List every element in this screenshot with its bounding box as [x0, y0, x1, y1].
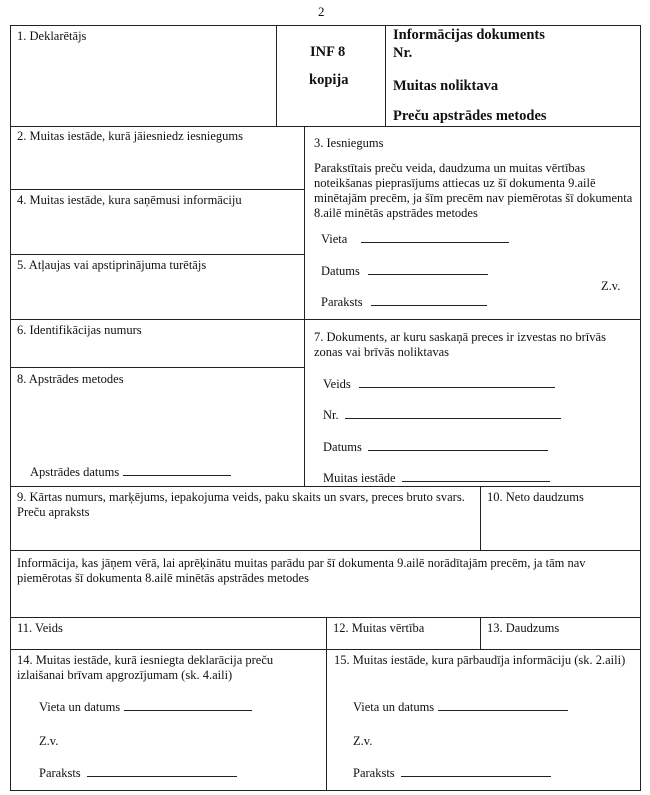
box7-office-row	[323, 471, 550, 486]
box15-stamp: Z.v.	[353, 734, 373, 748]
inf-label: INF 8	[310, 44, 346, 60]
box15-signature-row	[353, 766, 551, 781]
box8-date-row	[30, 465, 231, 480]
page-number: 2	[318, 4, 325, 19]
box14-place-date-row	[39, 700, 252, 715]
box8-date-label: Apstrādes datums	[30, 465, 120, 479]
box7-office-field[interactable]	[402, 480, 550, 482]
methods-label: Preču apstrādes metodes	[393, 108, 547, 124]
box14-stamp: Z.v.	[39, 734, 59, 748]
box7-date-row	[323, 440, 548, 455]
box14-label: 14. Muitas iestāde, kurā iesniegta deklarācija preču izlaišanai brīvam apgrozījumam (sk. 4.aili)	[17, 653, 274, 682]
box3-text: Parakstītais preču veida, daudzuma un muitas vērtības noteikšanas pieprasījums attiecas uz šī dokumenta 9.ailē minētajām precēm, ja šīm precēm nav piemērotas šī dokumenta 8.ailē minētās apstrādes metodes	[314, 161, 633, 220]
doc-nr: Nr.	[393, 45, 413, 61]
box14-signature-row	[39, 766, 237, 781]
box11-label: 11. Veids	[17, 621, 63, 635]
box3-date-label: Datums	[321, 264, 360, 278]
box1-label: 1. Deklarētājs	[17, 29, 87, 43]
copy-label: kopija	[309, 72, 349, 88]
box15-label: 15. Muitas iestāde, kura pārbaudīja informāciju (sk. 2.aili)	[334, 653, 626, 667]
doc-title: Informācijas dokuments	[393, 27, 545, 43]
box15-signature-field[interactable]	[401, 775, 551, 777]
box6-label: 6. Identifikācijas numurs	[17, 323, 142, 337]
box3-date-row	[321, 264, 488, 279]
box15-place-date-label: Vieta un datums	[353, 700, 435, 714]
box5-label: 5. Atļaujas vai apstiprinājuma turētājs	[17, 258, 207, 272]
box15-place-date-row	[353, 700, 568, 715]
box4-label: 4. Muitas iestāde, kura saņēmusi informāciju	[17, 193, 242, 207]
box7-office-label: Muitas iestāde	[323, 471, 396, 485]
box7-nr-field[interactable]	[345, 417, 561, 419]
box10-label: 10. Neto daudzums	[487, 490, 584, 504]
box15-signature-label: Paraksts	[353, 766, 395, 780]
box7-type-label: Veids	[323, 377, 351, 391]
box7-date-field[interactable]	[368, 449, 548, 451]
box3-place-row	[321, 232, 509, 247]
box3-signature-row	[321, 295, 487, 310]
box3-stamp: Z.v.	[601, 279, 621, 293]
box8-label: 8. Apstrādes metodes	[17, 372, 124, 386]
box7-nr-row	[323, 408, 561, 423]
box13-label: 13. Daudzums	[487, 621, 560, 635]
box3-signature-label: Paraksts	[321, 295, 363, 309]
box8-date-field[interactable]	[123, 474, 231, 476]
box3-place-label: Vieta	[321, 232, 348, 246]
box14-place-date-field[interactable]	[124, 709, 252, 711]
box9-label: 9. Kārtas numurs, marķējums, iepakojuma veids, paku skaits un svars, preces bruto svars. Preču apraksts	[17, 490, 465, 519]
box12-label: 12. Muitas vērtība	[333, 621, 425, 635]
box7-nr-label: Nr.	[323, 408, 339, 422]
box3-signature-field[interactable]	[371, 304, 487, 306]
box14-place-date-label: Vieta un datums	[39, 700, 121, 714]
box7-type-row	[323, 377, 555, 392]
box7-label: 7. Dokuments, ar kuru saskaņā preces ir izvestas no brīvās zonas vai brīvās noliktavas	[314, 330, 606, 359]
box3-place-field[interactable]	[361, 241, 509, 243]
box7-type-field[interactable]	[359, 386, 555, 388]
info-row-text: Informācija, kas jāņem vērā, lai aprēķinātu muitas parādu par šī dokumenta 9.ailē norādītajām precēm, ja tām nav piemērotas šī dokumenta 8.ailē minētās apstrādes metodes	[17, 556, 586, 585]
warehouse-label: Muitas noliktava	[393, 78, 499, 94]
box14-signature-label: Paraksts	[39, 766, 81, 780]
box14-signature-field[interactable]	[87, 775, 237, 777]
box3-date-field[interactable]	[368, 273, 488, 275]
box2-label: 2. Muitas iestāde, kurā jāiesniedz iesniegums	[17, 129, 243, 143]
box15-place-date-field[interactable]	[438, 709, 568, 711]
box3-label: 3. Iesniegums	[314, 136, 384, 150]
box7-date-label: Datums	[323, 440, 362, 454]
